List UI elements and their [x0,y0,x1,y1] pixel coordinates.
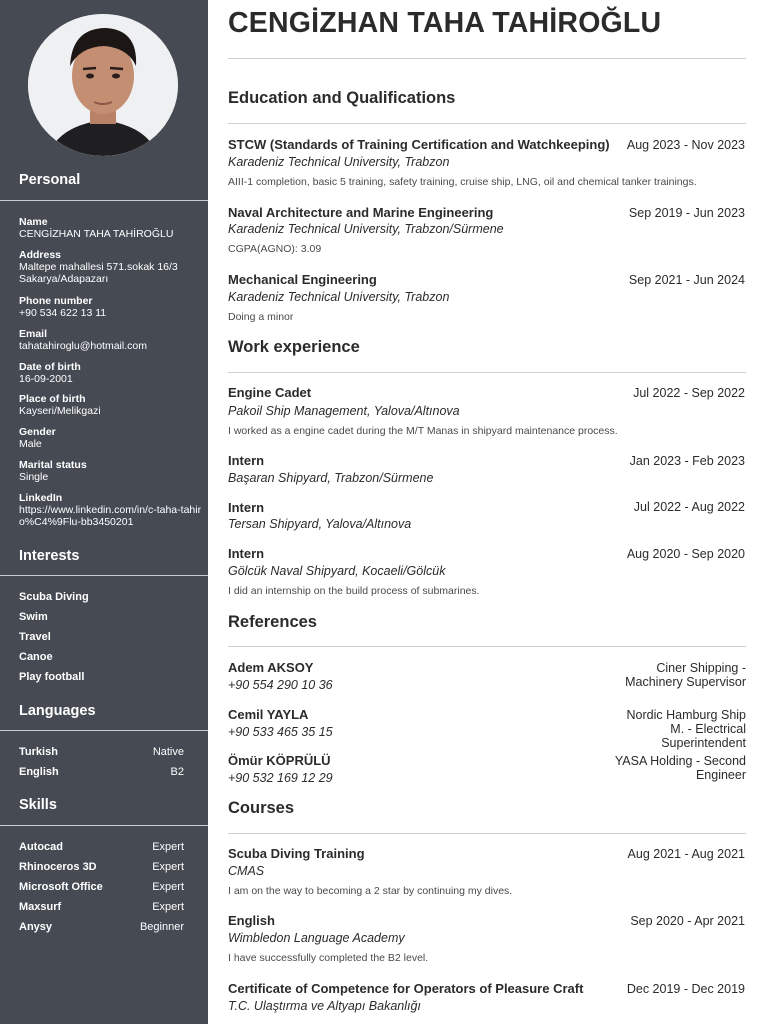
courses-divider [228,833,746,834]
personal-divider [0,200,208,201]
personal-label: Marital status [19,459,87,471]
course-organization: CMAS [228,864,265,878]
reference-organization [625,661,746,689]
avatar-icon [28,14,178,156]
language-name: English [19,766,59,778]
personal-label: Place of birth [19,393,86,405]
reference-org-line: Superintendent [661,736,746,750]
work-title: Intern [228,453,265,468]
course-date: Aug 2021 - Aug 2021 [627,847,745,861]
course-title: Certificate of Competence for Operators of Pleasure Craft [228,981,584,996]
education-school: Karadeniz Technical University, Trabzon [228,155,450,169]
education-title: Mechanical Engineering [228,272,377,287]
work-date: Jul 2022 - Sep 2022 [633,386,745,400]
work-title: Engine Cadet [228,385,312,400]
personal-birth-date [19,361,204,385]
course-description: I have successfully completed the B2 level. [228,952,429,964]
reference-org-line: M. - Electrical [670,722,746,736]
reference-org-line: Machinery Supervisor [625,675,746,689]
skill-level: Beginner [139,921,184,933]
language-item [19,746,184,758]
skill-item [19,921,184,933]
work-company: Gölcük Naval Shipyard, Kocaeli/Gölcük [228,564,446,578]
personal-label: Email [19,328,48,340]
course-description: I am on the way to becoming a 2 star by continuing my dives. [228,885,513,897]
reference-organization [615,754,746,782]
education-description: Doing a minor [228,311,294,323]
work-date: Aug 2020 - Sep 2020 [626,547,745,561]
interest-item: Canoe [19,651,53,663]
course-title: English [228,913,275,928]
skill-level: Expert [152,881,184,893]
work-description: I did an internship on the build process of submarines. [228,585,480,597]
personal-label: Phone number [19,295,93,307]
reference-name: Adem AKSOY [228,660,314,675]
skills-divider [0,825,208,826]
interest-item: Play football [19,671,85,683]
title-divider [228,58,746,59]
linkedin-link[interactable]: https://www.linkedin.com/in/c-taha-tahiro%C4%9Flu-bb3450201 [19,504,202,528]
language-level: B2 [170,766,184,778]
skill-name: Rhinoceros 3D [19,861,97,873]
page-title: CENGİZHAN TAHA TAHİROĞLU [228,7,662,39]
education-description: AIII-1 completion, basic 5 training, safety training, cruise ship, LNG, oil and chemical tanker trainings. [228,176,697,188]
personal-email [19,328,204,352]
personal-name [19,216,204,240]
education-school: Karadeniz Technical University, Trabzon [228,290,450,304]
course-organization: T.C. Ulaştırma ve Altyapı Bakanlığı [228,999,421,1013]
personal-marital [19,459,204,483]
sidebar [0,0,208,1024]
reference-org-line: Engineer [695,768,746,782]
work-description: I worked as a engine cadet during the M/T Manas in shipyard maintenance process. [228,425,618,437]
personal-label: Address [19,249,62,261]
interests-divider [0,575,208,576]
education-date: Sep 2019 - Jun 2023 [628,206,745,220]
work-company: Tersan Shipyard, Yalova/Altınova [228,517,412,531]
personal-label: LinkedIn [19,492,63,504]
work-date: Jul 2022 - Aug 2022 [633,500,745,514]
reference-name: Cemil YAYLA [228,707,309,722]
profile-photo [28,14,178,156]
personal-linkedin [19,492,204,528]
personal-phone [19,295,204,319]
course-organization: Wimbledon Language Academy [228,931,405,945]
course-title: Scuba Diving Training [228,846,365,861]
education-description: CGPA(AGNO): 3.09 [228,243,322,255]
interest-item: Scuba Diving [19,591,89,603]
languages-divider [0,730,208,731]
references-divider [228,646,746,647]
skill-name: Anysy [19,921,53,933]
work-company: Pakoil Ship Management, Yalova/Altınova [228,404,460,418]
education-date: Aug 2023 - Nov 2023 [626,138,745,152]
skill-name: Maxsurf [19,901,62,913]
education-school: Karadeniz Technical University, Trabzon/Sürmene [228,222,504,236]
personal-label: Date of birth [19,361,81,373]
work-company: Başaran Shipyard, Trabzon/Sürmene [228,471,434,485]
personal-heading: Personal [19,172,81,188]
skill-name: Microsoft Office [19,881,103,893]
work-divider [228,372,746,373]
personal-value: +90 534 622 13 11 [19,307,107,319]
reference-org-line: Ciner Shipping - [656,661,746,675]
personal-value: 16-09-2001 [19,373,73,385]
personal-gender [19,426,204,450]
language-item [19,766,184,778]
interest-item: Travel [19,631,51,643]
skill-item [19,841,184,853]
interests-heading: Interests [19,548,80,564]
personal-label: Gender [19,426,56,438]
education-date: Sep 2021 - Jun 2024 [628,273,745,287]
work-date: Jan 2023 - Feb 2023 [629,454,745,468]
course-date: Dec 2019 - Dec 2019 [626,982,745,996]
skill-level: Expert [152,841,184,853]
skill-name: Autocad [19,841,63,853]
education-heading: Education and Qualifications [228,89,456,107]
education-title: Naval Architecture and Marine Engineering [228,205,494,220]
education-title: STCW (Standards of Training Certification and Watchkeeping) [228,137,610,152]
personal-value: CENGİZHAN TAHA TAHİROĞLU [19,228,174,240]
personal-address [19,249,204,285]
language-level: Native [152,746,184,758]
work-title: Intern [228,500,265,515]
reference-phone: +90 554 290 10 36 [228,678,333,692]
skill-level: Expert [152,861,184,873]
reference-org-line: YASA Holding - Second [614,754,746,768]
reference-phone: +90 533 465 35 15 [228,725,333,739]
course-date: Sep 2020 - Apr 2021 [630,914,745,928]
languages-heading: Languages [19,703,96,719]
personal-label: Name [19,216,48,228]
email-link[interactable]: tahatahiroglu@hotmail.com [19,340,147,352]
reference-phone: +90 532 169 12 29 [228,771,333,785]
personal-value: Maltepe mahallesi 571.sokak 16/3 Sakarya/Adapazarı [19,261,178,285]
skill-item [19,881,184,893]
courses-heading: Courses [228,799,295,817]
skill-level: Expert [152,901,184,913]
personal-value: Kayseri/Melikgazi [19,405,101,417]
reference-organization [627,708,747,750]
personal-value: Male [19,438,42,450]
reference-name: Ömür KÖPRÜLÜ [228,753,331,768]
personal-birth-place [19,393,204,417]
interest-item: Swim [19,611,48,623]
work-heading: Work experience [228,338,360,356]
personal-value: Single [19,471,49,483]
education-divider [228,123,746,124]
skill-item [19,901,184,913]
skill-item [19,861,184,873]
reference-org-line: Nordic Hamburg Ship [626,708,746,722]
language-name: Turkish [19,746,58,758]
references-heading: References [228,613,317,631]
skills-heading: Skills [19,797,57,813]
work-title: Intern [228,546,265,561]
